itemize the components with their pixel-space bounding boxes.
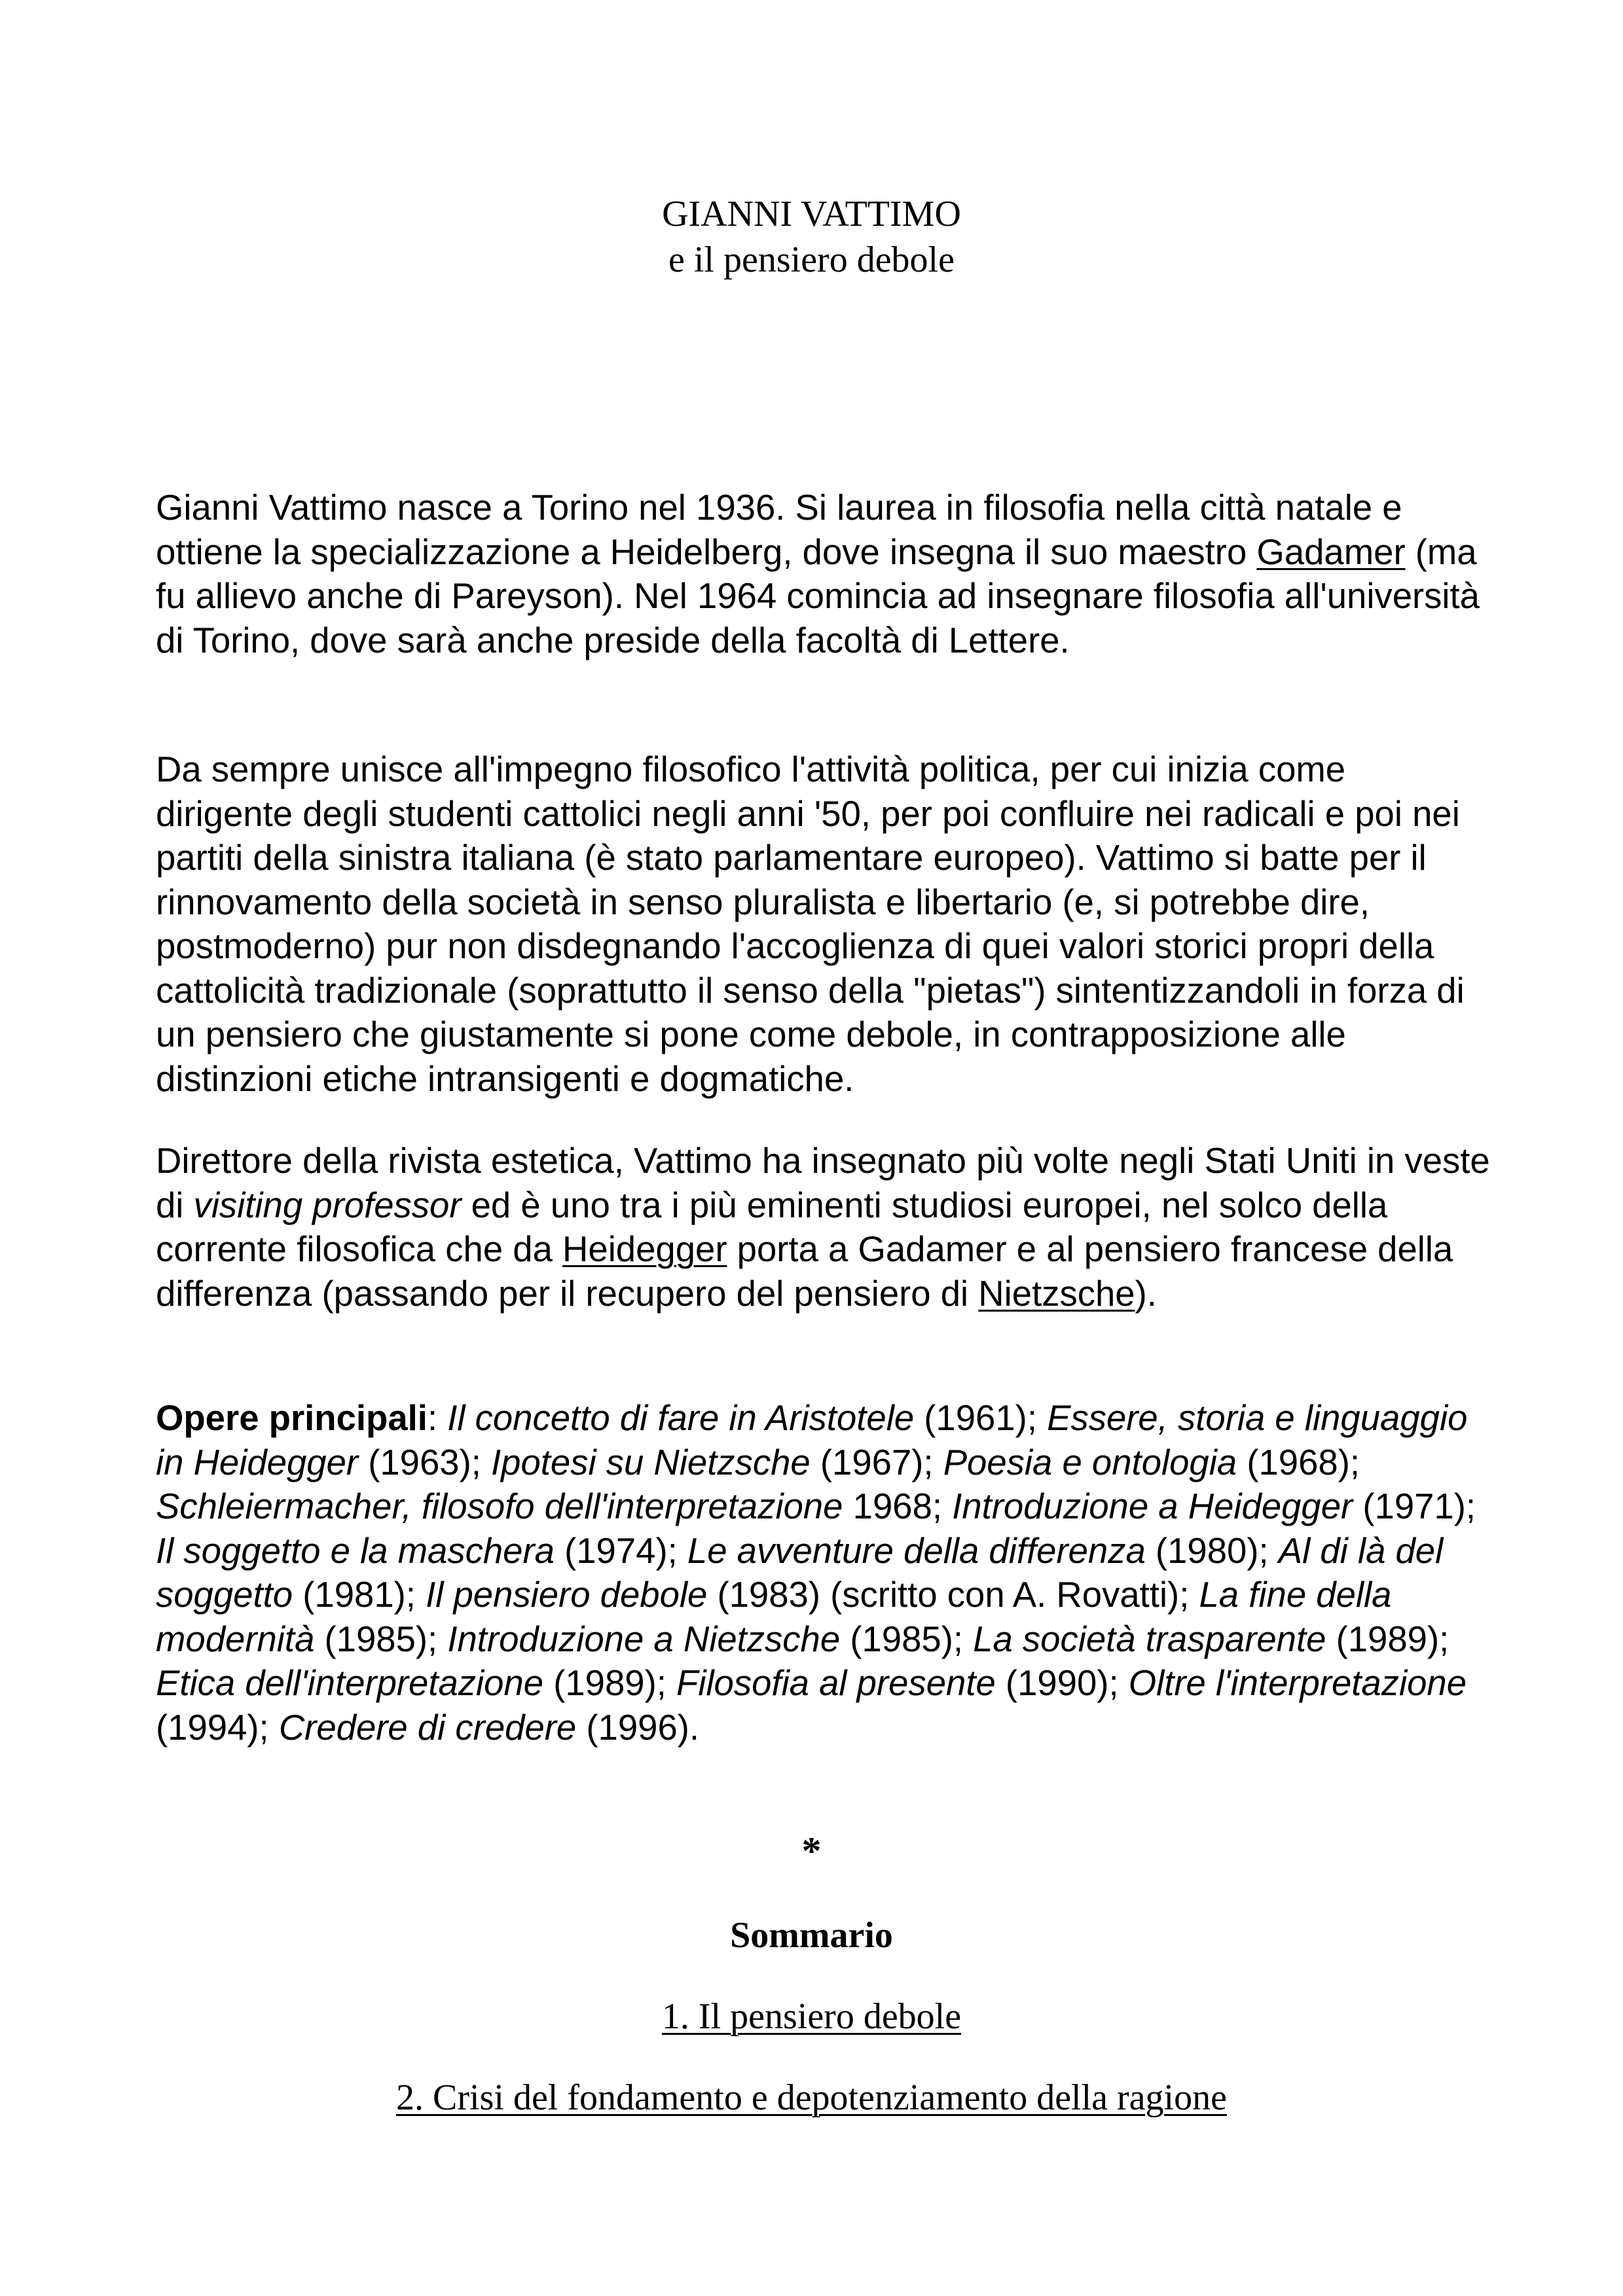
toc-link-pensiero-debole[interactable]: 1. Il pensiero debole: [661, 1996, 962, 2037]
work-year: (1963);: [358, 1442, 492, 1482]
work-year: (1971);: [1353, 1486, 1476, 1526]
summary-heading: Sommario: [730, 1915, 893, 1956]
paragraph-career: [156, 1139, 1491, 1316]
work-title: Il pensiero debole: [426, 1575, 708, 1615]
work-year: (1961);: [914, 1398, 1048, 1438]
work-year: (1985);: [314, 1619, 448, 1659]
work-year: (1994);: [156, 1707, 279, 1748]
work-year: (1985);: [840, 1619, 974, 1659]
work-title: Introduzione a Nietzsche: [447, 1619, 841, 1659]
document-header: [0, 191, 1623, 283]
work-title: Le avventure della differenza: [687, 1530, 1146, 1571]
work-title: Al di là del soggetto: [156, 1530, 1444, 1615]
work-title: Etica dell'interpretazione: [156, 1663, 544, 1703]
work-year: (1974);: [554, 1530, 687, 1571]
paragraph-text: Direttore della rivista estetica, Vattimo ha insegnato più volte negli Stati Uniti in veste di: [156, 1141, 1490, 1225]
paragraph-biography: [156, 486, 1491, 662]
work-title: Poesia e ontologia: [943, 1442, 1237, 1482]
section-separator: *: [801, 1829, 822, 1873]
toc-link-crisi-fondamento[interactable]: 2. Crisi del fondamento e depotenziamento della ragione: [396, 2077, 1227, 2118]
works-list: [156, 1398, 1476, 1748]
link-heidegger[interactable]: Heidegger: [562, 1229, 727, 1269]
work-title: Schleiermacher, filosofo dell'interpretazione: [156, 1486, 843, 1526]
paragraph-text: Da sempre unisce all'impegno filosofico l'attività politica, per cui inizia come dirigente degli studenti cattolici negli anni '50, per poi confluire nei radicali e poi nei partiti della sinistra italiana (è stato parlamentare europeo). Vattimo si batte per il rinnovamento della società in senso pluralista e libertario (e, si potrebbe dire, postmoderno) pur non disdegnando l'accoglienza di quei valori storici propri della cattolicità tradizionale (soprattutto il senso della "pietas") sintentizzandoli in forza di un pensiero che giustamente si pone come debole, in contrapposizione alle distinzioni etiche intransigenti e dogmatiche.: [156, 749, 1465, 1099]
work-year: 1968;: [843, 1486, 953, 1526]
paragraph-text: ed è uno tra i più eminenti studiosi europei, nel solco della corrente filosofica che da: [156, 1185, 1388, 1269]
work-title: Il soggetto e la maschera: [156, 1530, 555, 1571]
works-label: Opere principali: [156, 1398, 428, 1438]
work-title: Oltre l'interpretazione: [1128, 1663, 1467, 1703]
toc-entry-2: [0, 2075, 1623, 2121]
paragraph-politics: [156, 747, 1491, 1101]
document-title: GIANNI VATTIMO: [662, 194, 961, 234]
paragraph-text: ).: [1135, 1273, 1157, 1314]
toc-entry-1: [0, 1994, 1623, 2039]
paragraph-text: (ma fu allievo anche di Pareyson). Nel 1964 comincia ad insegnare filosofia all'università di Torino, dove sarà anche preside della facoltà di Lettere.: [156, 531, 1480, 660]
work-year: (1996).: [576, 1707, 700, 1748]
link-gadamer[interactable]: Gadamer: [1256, 531, 1406, 572]
work-year: (1980);: [1145, 1530, 1279, 1571]
work-year: (1967);: [810, 1442, 943, 1482]
work-title: La società trasparente: [973, 1619, 1326, 1659]
work-title: Essere, storia e linguaggio in Heidegger: [156, 1398, 1468, 1482]
work-year: (1989);: [1326, 1619, 1450, 1659]
work-title: Ipotesi su Nietzsche: [491, 1442, 811, 1482]
work-year: (1990);: [995, 1663, 1129, 1703]
work-title: Introduzione a Heidegger: [952, 1486, 1353, 1526]
work-year: (1989);: [543, 1663, 677, 1703]
paragraph-text: Gianni Vattimo nasce a Torino nel 1936. Si laurea in filosofia nella città natale e ottiene la specializzazione a Heidelberg, dove insegna il suo maestro: [156, 488, 1402, 572]
emphasis-visiting-professor: visiting professor: [193, 1185, 462, 1225]
work-title: Credere di credere: [278, 1707, 577, 1748]
work-title: La fine della modernità: [156, 1575, 1392, 1659]
link-nietzsche[interactable]: Nietzsche: [978, 1273, 1135, 1314]
work-title: Il concetto di fare in Aristotele: [447, 1398, 915, 1438]
work-title: Filosofia al presente: [676, 1663, 996, 1703]
paragraph-works: [156, 1396, 1491, 1749]
paragraph-text: porta a Gadamer e al pensiero francese della differenza (passando per il recupero del pensiero di: [156, 1229, 1453, 1314]
works-colon: :: [427, 1398, 448, 1438]
document-subtitle: e il pensiero debole: [668, 240, 955, 280]
work-year: (1983) (scritto con A. Rovatti);: [707, 1575, 1199, 1615]
work-year: (1981);: [293, 1575, 426, 1615]
work-year: (1968);: [1237, 1442, 1360, 1482]
